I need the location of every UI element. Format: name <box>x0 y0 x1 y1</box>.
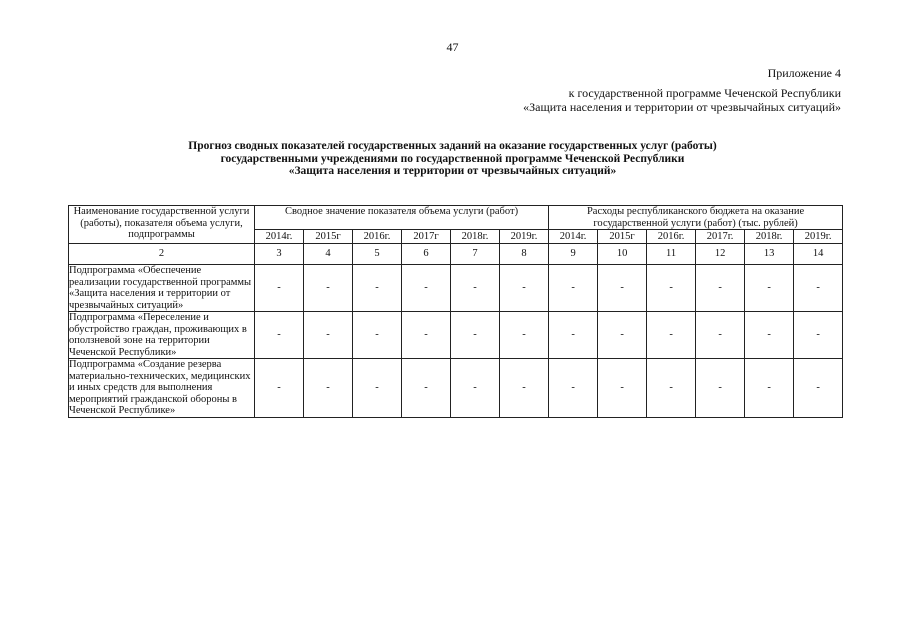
value-cell: - <box>451 265 500 312</box>
value-cell: - <box>745 312 794 359</box>
value-cell: - <box>647 359 696 418</box>
value-cell: - <box>304 359 353 418</box>
year-cell: 2019г. <box>500 230 549 244</box>
title-line-3: «Защита населения и территории от чрезвычайных ситуаций» <box>288 165 617 177</box>
value-cell: - <box>353 359 402 418</box>
appendix-title: Приложение 4 <box>767 66 841 80</box>
title-line-2: государственными учреждениями по государственной программе Чеченской Республики <box>220 152 685 165</box>
value-cell: - <box>598 359 647 418</box>
column-number-cell: 6 <box>402 244 451 265</box>
value-cell: - <box>598 265 647 312</box>
header-expenses-cell: Расходы республиканского бюджета на оказание государственной услуги (работ) (тыс. рублей) <box>549 206 843 230</box>
page-number: 47 <box>446 40 459 54</box>
column-number-cell: 4 <box>304 244 353 265</box>
value-cell: - <box>696 359 745 418</box>
value-cell: - <box>402 359 451 418</box>
column-number-cell: 5 <box>353 244 402 265</box>
value-cell: - <box>304 265 353 312</box>
year-cell: 2017г <box>402 230 451 244</box>
value-cell: - <box>745 265 794 312</box>
appendix-line-1: к государственной программе Чеченской Республики <box>568 86 841 100</box>
value-cell: - <box>696 312 745 359</box>
year-cell: 2015г <box>304 230 353 244</box>
year-cell: 2014г. <box>549 230 598 244</box>
column-number-cell: 9 <box>549 244 598 265</box>
appendix-line-2: «Защита населения и территории от чрезвычайных ситуаций» <box>523 100 841 114</box>
value-cell: - <box>255 359 304 418</box>
table-row <box>69 265 843 312</box>
column-number-cell: 11 <box>647 244 696 265</box>
value-cell: - <box>696 265 745 312</box>
table-row <box>69 312 843 359</box>
value-cell: - <box>353 265 402 312</box>
year-cell: 2014г. <box>255 230 304 244</box>
column-number-cell: 2 <box>69 244 255 265</box>
value-cell: - <box>402 312 451 359</box>
value-cell: - <box>549 359 598 418</box>
value-cell: - <box>647 312 696 359</box>
column-number-cell: 10 <box>598 244 647 265</box>
header-name-cell: Наименование государственной услуги (работы), показателя объема услуги, подпрограммы <box>69 206 255 244</box>
year-cell: 2018г. <box>451 230 500 244</box>
value-cell: - <box>402 265 451 312</box>
document-title <box>0 140 905 178</box>
value-cell: - <box>353 312 402 359</box>
year-cell: 2017г. <box>696 230 745 244</box>
value-cell: - <box>647 265 696 312</box>
value-cell: - <box>255 312 304 359</box>
subprogram-name-cell: Подпрограмма «Обеспечение реализации государственной программы «Защита населения и территории от чрезвычайных ситуаций» <box>69 265 255 312</box>
forecast-table <box>68 205 843 418</box>
column-numbers-row <box>69 244 843 265</box>
column-number-cell: 7 <box>451 244 500 265</box>
subprogram-name-cell: Подпрограмма «Переселение и обустройство граждан, проживающих в оползневой зоне на территории Чеченской Республики» <box>69 312 255 359</box>
header-volume-cell: Сводное значение показателя объема услуги (работ) <box>255 206 549 230</box>
value-cell: - <box>549 265 598 312</box>
column-number-cell: 12 <box>696 244 745 265</box>
appendix-header <box>523 66 841 114</box>
year-cell: 2019г. <box>794 230 843 244</box>
column-number-cell: 3 <box>255 244 304 265</box>
value-cell: - <box>255 265 304 312</box>
column-number-cell: 14 <box>794 244 843 265</box>
table-row <box>69 359 843 418</box>
header-row <box>69 206 843 230</box>
column-number-cell: 8 <box>500 244 549 265</box>
subprogram-name-cell: Подпрограмма «Создание резерва материально-технических, медицинских и иных средств для выполнения мероприятий гражданской обороны в Чеченской Республике» <box>69 359 255 418</box>
value-cell: - <box>745 359 794 418</box>
value-cell: - <box>304 312 353 359</box>
value-cell: - <box>549 312 598 359</box>
value-cell: - <box>794 265 843 312</box>
value-cell: - <box>500 359 549 418</box>
value-cell: - <box>451 359 500 418</box>
value-cell: - <box>794 359 843 418</box>
year-cell: 2018г. <box>745 230 794 244</box>
value-cell: - <box>500 312 549 359</box>
year-cell: 2015г <box>598 230 647 244</box>
column-number-cell: 13 <box>745 244 794 265</box>
year-cell: 2016г. <box>647 230 696 244</box>
title-line-1: Прогноз сводных показателей государственных заданий на оказание государственных услуг (работы) <box>188 140 717 152</box>
value-cell: - <box>794 312 843 359</box>
value-cell: - <box>598 312 647 359</box>
value-cell: - <box>451 312 500 359</box>
value-cell: - <box>500 265 549 312</box>
year-cell: 2016г. <box>353 230 402 244</box>
